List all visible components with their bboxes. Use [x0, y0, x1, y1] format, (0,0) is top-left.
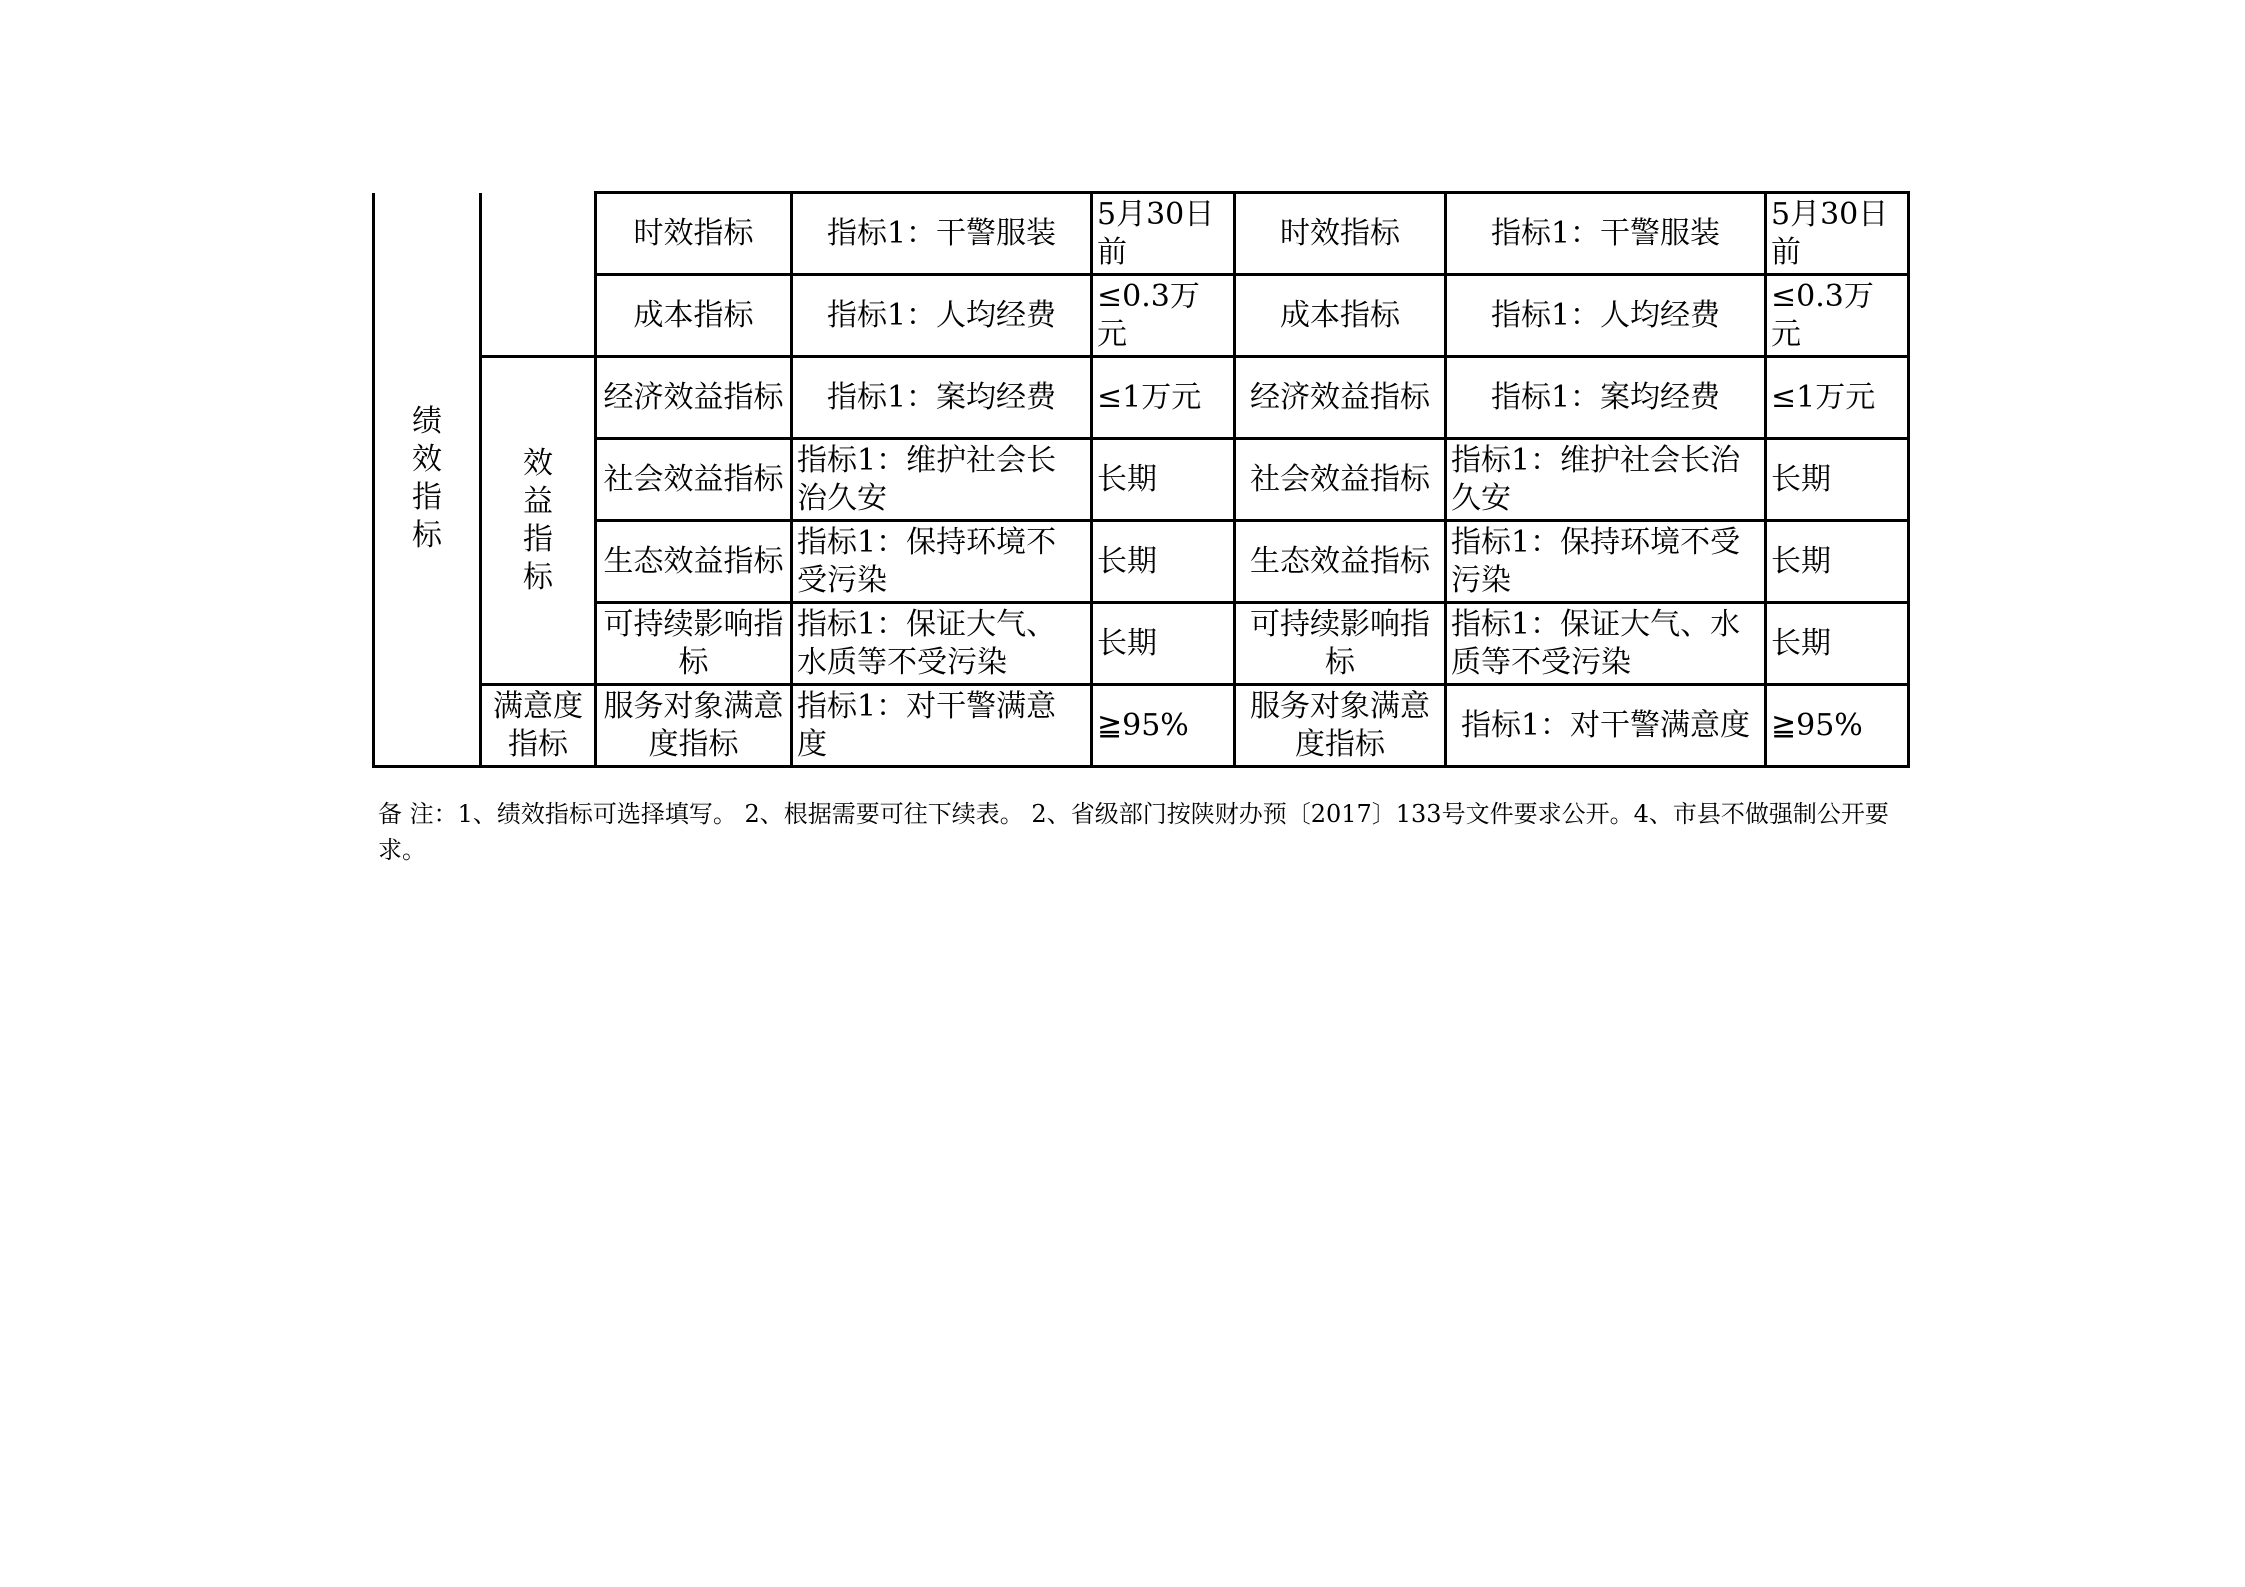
benefit-group-cell — [481, 357, 596, 685]
value-b-cell: 5月30日前 — [1766, 193, 1909, 275]
value-a-cell: 5月30日前 — [1092, 193, 1235, 275]
value-b-cell: 长期 — [1766, 439, 1909, 521]
item-b-cell: 指标1：人均经费 — [1446, 275, 1766, 357]
item-a-cell: 指标1：人均经费 — [792, 275, 1092, 357]
indicator-b-cell: 成本指标 — [1235, 275, 1446, 357]
category-char: 效 — [412, 441, 442, 477]
table-row — [374, 275, 1909, 357]
indicator-a-cell: 社会效益指标 — [596, 439, 792, 521]
table-row — [374, 603, 1909, 685]
item-a-cell: 指标1：干警服装 — [792, 193, 1092, 275]
item-b-cell: 指标1：案均经费 — [1446, 357, 1766, 439]
item-b-cell: 指标1：维护社会长治久安 — [1446, 439, 1766, 521]
item-a-cell: 指标1：保证大气、水质等不受污染 — [792, 603, 1092, 685]
value-b-cell: ≤0.3万元 — [1766, 275, 1909, 357]
category-char: 指 — [412, 479, 442, 515]
item-b-cell: 指标1：保证大气、水质等不受污染 — [1446, 603, 1766, 685]
value-b-cell: 长期 — [1766, 521, 1909, 603]
indicator-b-cell: 可持续影响指标 — [1235, 603, 1446, 685]
category-char: 绩 — [412, 403, 442, 439]
item-b-cell: 指标1：对干警满意度 — [1446, 685, 1766, 767]
category-char: 标 — [412, 517, 442, 553]
indicator-a-cell: 可持续影响指标 — [596, 603, 792, 685]
benefit-group-char: 效 — [523, 445, 553, 481]
table-row — [374, 357, 1909, 439]
item-a-cell: 指标1：案均经费 — [792, 357, 1092, 439]
item-a-cell: 指标1：保持环境不受污染 — [792, 521, 1092, 603]
performance-indicator-table — [372, 191, 1910, 768]
benefit-group-char: 指 — [523, 521, 553, 557]
value-a-cell: ≧95% — [1092, 685, 1235, 767]
indicator-b-cell: 社会效益指标 — [1235, 439, 1446, 521]
value-b-cell: 长期 — [1766, 603, 1909, 685]
indicator-a-cell: 生态效益指标 — [596, 521, 792, 603]
table-row — [374, 439, 1909, 521]
value-a-cell: ≤0.3万元 — [1092, 275, 1235, 357]
category-cell — [374, 193, 481, 767]
indicator-a-cell: 服务对象满意度指标 — [596, 685, 792, 767]
table-row — [374, 685, 1909, 767]
value-a-cell: 长期 — [1092, 521, 1235, 603]
indicator-b-cell: 时效指标 — [1235, 193, 1446, 275]
value-b-cell: ≤1万元 — [1766, 357, 1909, 439]
footnote: 备 注：1、绩效指标可选择填写。 2、根据需要可往下续表。 2、省级部门按陕财办预〔2017〕133号文件要求公开。4、市县不做强制公开要求。 — [378, 800, 1889, 864]
output-group-cell — [481, 193, 596, 357]
indicator-a-cell: 时效指标 — [596, 193, 792, 275]
benefit-group-char: 标 — [523, 559, 553, 595]
item-b-cell: 指标1：干警服装 — [1446, 193, 1766, 275]
table-row — [374, 193, 1909, 275]
indicator-b-cell: 生态效益指标 — [1235, 521, 1446, 603]
value-a-cell: 长期 — [1092, 603, 1235, 685]
item-b-cell: 指标1：保持环境不受污染 — [1446, 521, 1766, 603]
value-a-cell: ≤1万元 — [1092, 357, 1235, 439]
value-a-cell: 长期 — [1092, 439, 1235, 521]
indicator-a-cell: 经济效益指标 — [596, 357, 792, 439]
item-a-cell: 指标1：对干警满意度 — [792, 685, 1092, 767]
table-row — [374, 521, 1909, 603]
indicator-b-cell: 经济效益指标 — [1235, 357, 1446, 439]
indicator-b-cell: 服务对象满意度指标 — [1235, 685, 1446, 767]
satisfaction-group-cell: 满意度指标 — [481, 685, 596, 767]
benefit-group-char: 益 — [523, 483, 553, 519]
item-a-cell: 指标1：维护社会长治久安 — [792, 439, 1092, 521]
value-b-cell: ≧95% — [1766, 685, 1909, 767]
performance-table-container — [372, 191, 1910, 768]
indicator-a-cell: 成本指标 — [596, 275, 792, 357]
